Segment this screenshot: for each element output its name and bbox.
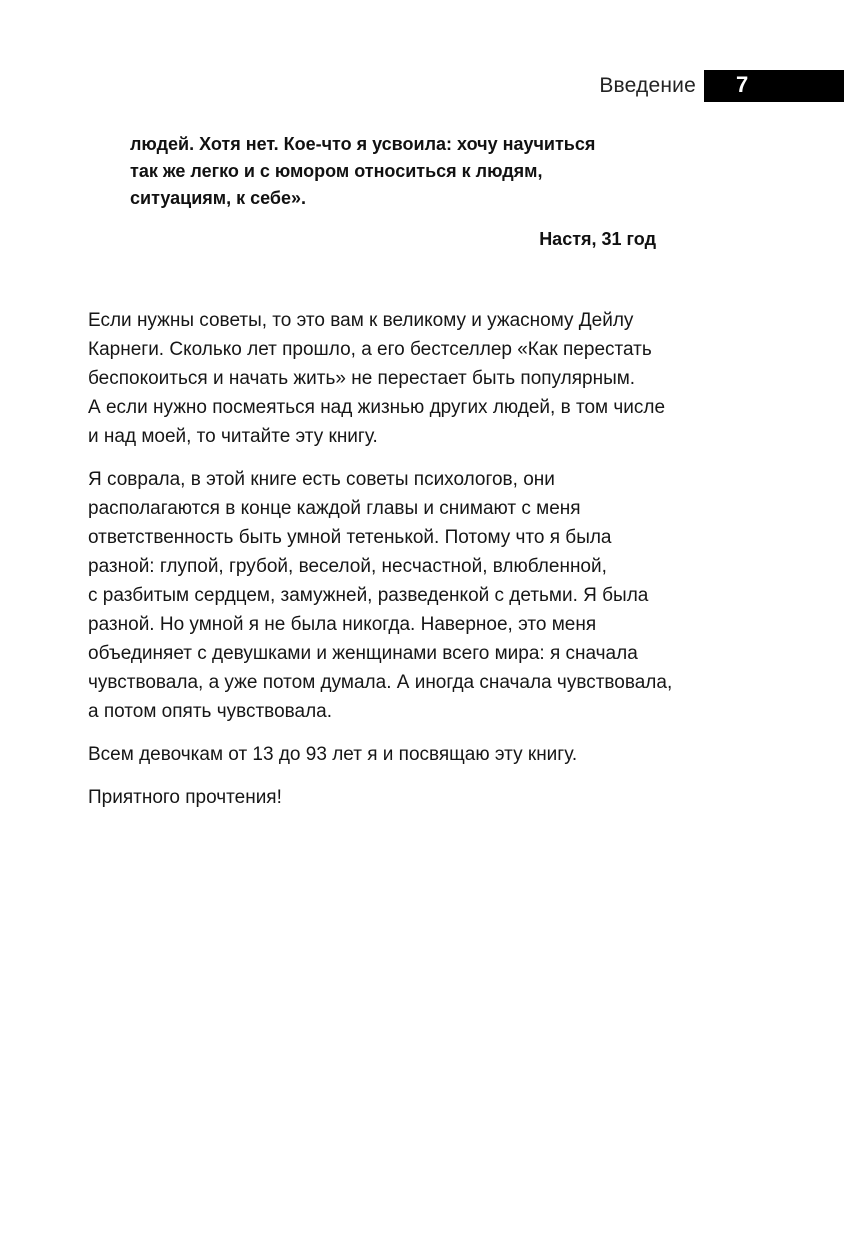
text-line: объединяет с девушками и женщинами всего мира: я сначала: [88, 643, 638, 664]
page-number-tab: [704, 70, 844, 102]
text-line: Карнеги. Сколько лет прошло, а его бестселлер «Как перестать: [88, 339, 652, 360]
quote-line: людей. Хотя нет. Кое-что я усвоила: хочу научиться: [130, 134, 596, 154]
text-line: беспокоиться и начать жить» не перестает быть популярным.: [88, 368, 636, 389]
paragraph: [88, 306, 728, 451]
text-line: чувствовала, а уже потом думала. А иногда сначала чувствовала,: [88, 672, 673, 693]
text-line: разной. Но умной я не была никогда. Наверное, это меня: [88, 614, 597, 635]
text-line: Если нужны советы, то это вам к великому и ужасному Дейлу: [88, 310, 634, 331]
text-line: Я соврала, в этой книге есть советы психологов, они: [88, 469, 555, 490]
text-line: А если нужно посмеяться над жизнью других людей, в том числе: [88, 397, 666, 418]
text-line: располагаются в конце каждой главы и снимают с меня: [88, 498, 581, 519]
text-line: ответственность быть умной тетенькой. Потому что я была: [88, 527, 612, 548]
text-line: разной: глупой, грубой, веселой, несчастной, влюбленной,: [88, 556, 607, 577]
quote-line: ситуациям, к себе».: [130, 188, 307, 208]
paragraph: [88, 783, 728, 812]
text-line: с разбитым сердцем, замужней, разведенкой с детьми. Я была: [88, 585, 649, 606]
body-text: [88, 306, 728, 826]
running-header: [0, 70, 844, 102]
paragraph: [88, 465, 728, 726]
text-line: Всем девочкам от 13 до 93 лет я и посвящаю эту книгу.: [88, 744, 578, 765]
text-line: а потом опять чувствовала.: [88, 701, 333, 722]
quote-line: так же легко и с юмором относиться к людям,: [130, 161, 543, 181]
quote-author: Настя, 31 год: [539, 229, 656, 249]
text-line: Приятного прочтения!: [88, 787, 282, 808]
epigraph-quote: [130, 131, 690, 212]
paragraph: [88, 740, 728, 769]
section-title: Введение: [599, 74, 696, 97]
text-line: и над моей, то читайте эту книгу.: [88, 426, 378, 447]
page-number: 7: [736, 72, 749, 97]
